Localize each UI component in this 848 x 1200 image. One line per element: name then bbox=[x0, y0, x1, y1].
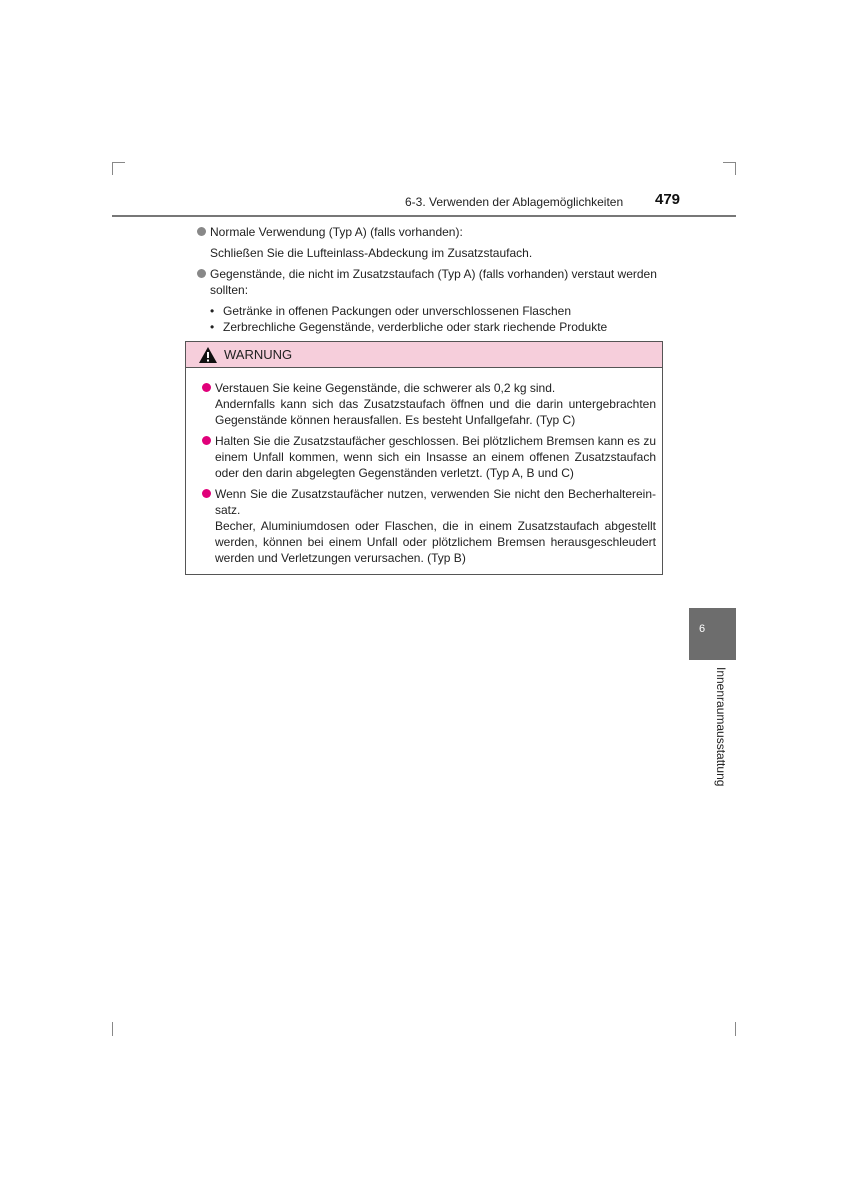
chapter-label: Innenraumausstattung bbox=[714, 667, 728, 787]
intro-item-title: Gegenstände, die nicht im Zusatzstaufach (Typ A) (falls vorhanden) verstaut werden sollten: bbox=[210, 267, 657, 297]
crop-mark bbox=[112, 162, 125, 163]
warning-title: WARNUNG bbox=[224, 347, 293, 362]
pink-bullet-icon bbox=[202, 436, 211, 445]
crop-mark bbox=[735, 1022, 736, 1036]
list-item: • Zerbrechliche Gegenstände, verderbliche oder stark riechende Produkte bbox=[210, 320, 608, 334]
pink-bullet-icon bbox=[202, 383, 211, 392]
bullet-icon bbox=[197, 227, 206, 236]
warning-box bbox=[185, 341, 663, 575]
warning-body bbox=[186, 368, 662, 566]
small-bullet-icon: • bbox=[210, 320, 215, 334]
warning-item: Verstauen Sie keine Gegenstände, die schwerer als 0,2 kg sind. Andernfalls kann sich das Zusatzstaufach öffnen und die darin untergebrachten Gegenstände können herausfallen. Es besteht Unfallgefahr. (Typ C) bbox=[202, 380, 656, 428]
section-title: 6-3. Verwenden der Ablagemöglichkeiten bbox=[405, 195, 624, 209]
intro-item bbox=[197, 266, 667, 298]
crop-mark bbox=[112, 162, 113, 175]
small-bullet-icon: • bbox=[210, 304, 215, 318]
crop-mark bbox=[723, 162, 736, 163]
sub-list bbox=[197, 303, 667, 335]
crop-mark bbox=[112, 1022, 113, 1036]
chapter-tab bbox=[689, 608, 736, 660]
intro-item bbox=[197, 224, 667, 240]
warning-triangle-icon bbox=[198, 346, 218, 364]
warning-header bbox=[186, 342, 662, 368]
list-item: • Getränke in offenen Packungen oder unverschlossenen Flaschen bbox=[210, 304, 572, 318]
crop-mark bbox=[735, 162, 736, 175]
pink-bullet-icon bbox=[202, 489, 211, 498]
intro-item-title: Normale Verwendung (Typ A) (falls vorhanden): bbox=[210, 225, 463, 239]
bullet-icon bbox=[197, 269, 206, 278]
warning-item: Wenn Sie die Zusatzstaufächer nutzen, verwenden Sie nicht den Becherhalterein-satz. Becher, Aluminiumdosen oder Flaschen, die in einem Zusatzstaufach abgestellt werden, können bei einem Unfall oder plötzlichem Bremsen herausgeschleudert werden und Verletzungen verursachen. (Typ B) bbox=[202, 486, 656, 566]
page-number: 479 bbox=[655, 191, 681, 208]
warning-item: Halten Sie die Zusatzstaufächer geschlossen. Bei plötzlichem Bremsen kann es zu einem Unfall kommen, wenn sich ein Insasse an einem offenen Zusatzstaufach oder den darin abgelegten Gegenständen verletzt. (Typ A, B und C) bbox=[202, 433, 656, 481]
intro-content bbox=[197, 224, 667, 335]
chapter-number: 6 bbox=[699, 623, 706, 635]
intro-item-text: Schließen Sie die Lufteinlass-Abdeckung im Zusatzstaufach. bbox=[210, 246, 533, 260]
header-rule bbox=[112, 215, 736, 217]
